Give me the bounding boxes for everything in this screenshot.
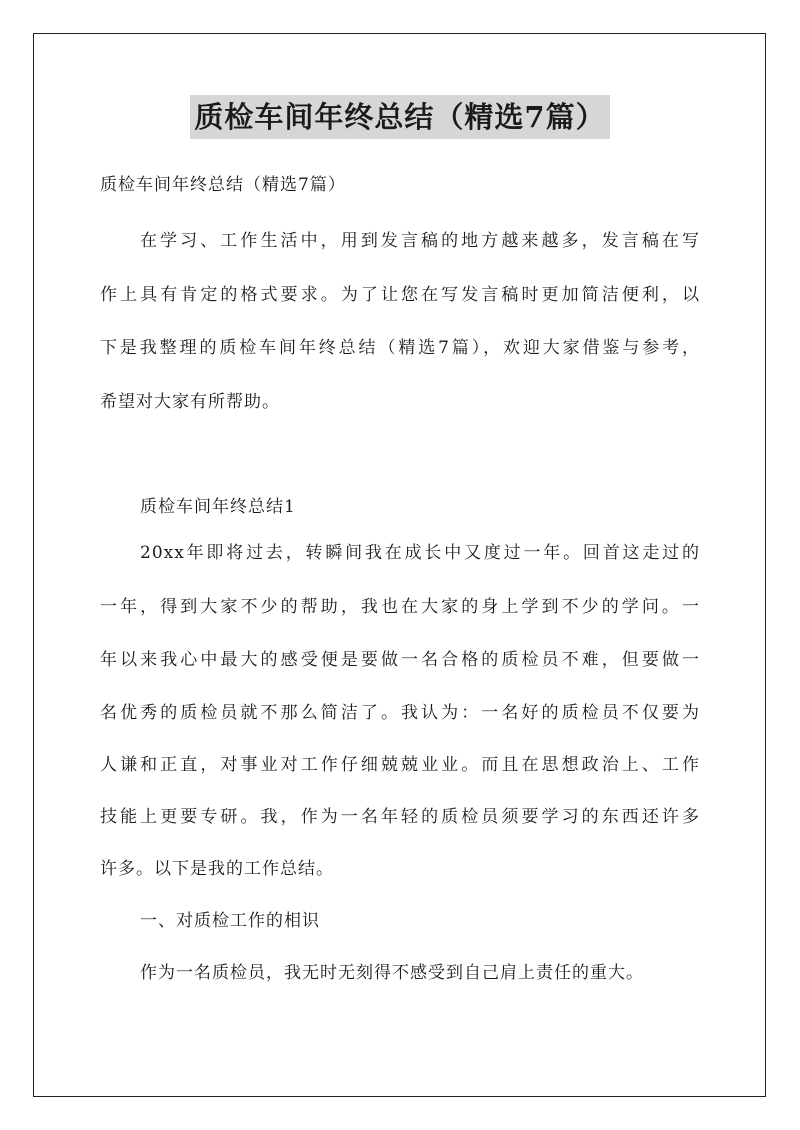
body-line: 年以来我心中最大的感受便是要做一名合格的质检员不难，但要做一 <box>100 650 700 670</box>
body-line: 人谦和正直，对事业对工作仔细兢兢业业。而且在思想政治上、工作 <box>100 755 700 775</box>
intro-line: 作上具有肯定的格式要求。为了让您在写发言稿时更加简洁便利，以 <box>100 285 700 305</box>
intro-line: 希望对大家有所帮助。 <box>100 392 280 412</box>
body-line: 技能上更要专研。我，作为一名年轻的质检员须要学习的东西还许多 <box>100 807 700 827</box>
body-line: 名优秀的质检员就不那么简洁了。我认为：一名好的质检员不仅要为 <box>100 703 700 723</box>
body-line: 20xx年即将过去，转瞬间我在成长中又度过一年。回首这走过的 <box>140 543 700 563</box>
subheading: 一、对质检工作的相识 <box>140 911 320 931</box>
body-line: 许多。以下是我的工作总结。 <box>100 859 334 879</box>
intro-line: 在学习、工作生活中，用到发言稿的地方越来越多，发言稿在写 <box>140 231 700 251</box>
title-container <box>0 95 800 139</box>
body-line: 作为一名质检员，我无时无刻得不感受到自己肩上责任的重大。 <box>140 963 644 983</box>
section-heading: 质检车间年终总结1 <box>140 497 296 517</box>
document-subtitle: 质检车间年终总结（精选7篇） <box>100 175 346 195</box>
document-title: 质检车间年终总结（精选7篇） <box>190 95 609 139</box>
body-line: 一年，得到大家不少的帮助，我也在大家的身上学到不少的学问。一 <box>100 597 700 617</box>
intro-line: 下是我整理的质检车间年终总结（精选7篇），欢迎大家借鉴与参考， <box>100 338 700 358</box>
